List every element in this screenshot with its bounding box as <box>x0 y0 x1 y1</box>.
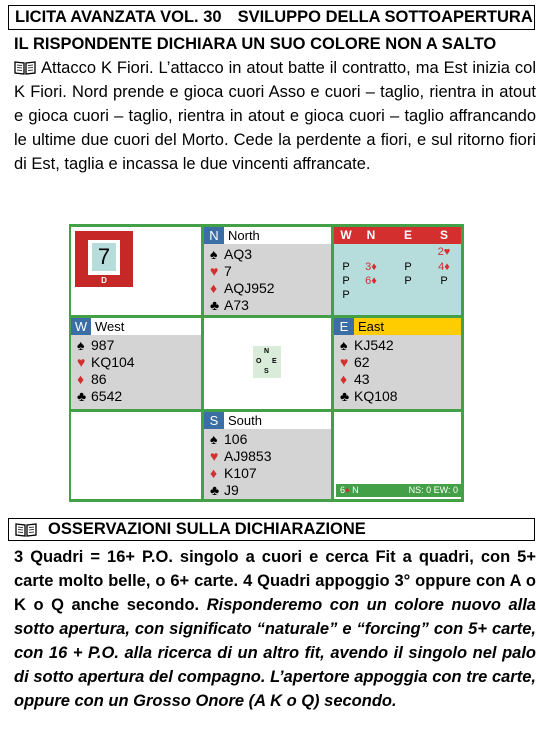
bid-cell: 2♥ <box>437 246 451 258</box>
board-number: 7 <box>92 243 116 271</box>
west-seat-badge: W <box>71 318 91 335</box>
score-label: NS: 0 EW: 0 <box>408 485 458 495</box>
bid-col-s: S <box>439 228 448 242</box>
north-spades: AQ3 <box>224 246 253 262</box>
east-header <box>334 318 461 335</box>
north-seat-badge: N <box>204 227 224 244</box>
east-diamonds: 43 <box>354 371 370 387</box>
bid-cell: 4♦ <box>438 261 450 273</box>
topic-title: SVILUPPO DELLA SOTTOAPERTURA <box>237 8 533 26</box>
north-header <box>204 227 331 244</box>
bid-col-n: N <box>366 228 376 242</box>
observations-header <box>8 518 535 541</box>
subtitle: IL RISPONDENTE DICHIARA UN SUO COLORE NON A SALTO <box>14 35 497 53</box>
empty-cell <box>71 412 201 499</box>
heart-icon: ♥ <box>210 263 219 279</box>
south-diamonds: K107 <box>224 465 257 481</box>
east-name: East <box>358 319 385 334</box>
club-icon: ♣ <box>340 388 350 404</box>
south-name: South <box>228 413 262 428</box>
west-hearts: KQ104 <box>91 354 135 370</box>
north-clubs: A73 <box>224 297 249 313</box>
bid-cell: P <box>440 275 448 287</box>
open-book-icon <box>15 522 37 537</box>
heart-icon: ♥ <box>340 354 349 370</box>
east-hearts: 62 <box>354 354 370 370</box>
north-name: North <box>228 228 260 243</box>
spade-icon: ♠ <box>77 337 85 353</box>
north-hand <box>204 227 331 315</box>
bridge-board <box>69 224 464 502</box>
east-spades: KJ542 <box>354 337 394 353</box>
heart-icon: ♥ <box>77 354 86 370</box>
east-clubs: KQ108 <box>354 388 398 404</box>
diamond-icon: ♦ <box>210 280 218 296</box>
compass-n: N <box>264 348 270 355</box>
dealer-label: D <box>75 275 133 287</box>
observations-normal: 3 Quadri = 16+ P.O. singolo a cuori e cerca Fit a quadri, con 5+ carte molto belle, o 6+ carte. 4 Quadri appoggio 3° oppure con A o K o Q anche secondo. <box>14 548 536 614</box>
south-seat-badge: S <box>204 412 224 429</box>
east-hand <box>334 318 461 409</box>
result-bar <box>336 484 461 497</box>
club-icon: ♣ <box>77 388 87 404</box>
west-spades: 987 <box>91 337 115 353</box>
observations-text <box>14 545 536 713</box>
contract-label: 6♦ N <box>340 485 359 495</box>
bid-col-w: W <box>340 228 352 242</box>
intro-text: Attacco K Fiori. L’attacco in atout batte il contratto, ma Est inizia col K Fiori. Nord prende e gioca cuori Asso e cuori – taglio, rientra in atout e gioca cuori – taglio, rientra in atout e gioca cuori – taglio affrancando le ultime due cuori del Morto. Cede la perdente a fiori, e sul ritorno fiori di Est, taglia e incassa le due vincenti affrancate. <box>14 59 536 173</box>
vulnerability-box <box>75 231 133 287</box>
west-hand <box>71 318 201 409</box>
header-bar <box>8 5 535 30</box>
spade-icon: ♠ <box>210 246 218 262</box>
west-name: West <box>95 319 125 334</box>
club-icon: ♣ <box>210 482 220 498</box>
observations-title: OSSERVAZIONI SULLA DICHIARAZIONE <box>48 520 366 538</box>
compass-s: S <box>264 368 269 375</box>
west-header <box>71 318 201 335</box>
open-book-icon <box>14 60 36 75</box>
bid-cell: 3♦ <box>365 261 377 273</box>
spade-icon: ♠ <box>340 337 348 353</box>
compass-icon <box>253 346 281 378</box>
spade-icon: ♠ <box>210 431 218 447</box>
bidding-header <box>334 227 461 244</box>
south-hand <box>204 412 331 499</box>
series-title: LICITA AVANZATA VOL. 30 <box>15 8 222 26</box>
south-header <box>204 412 331 429</box>
diamond-icon: ♦ <box>77 371 85 387</box>
compass-e: E <box>272 358 277 365</box>
bidding-box <box>334 227 461 315</box>
east-seat-badge: E <box>334 318 354 335</box>
club-icon: ♣ <box>210 297 220 313</box>
bid-cell: P <box>342 275 350 287</box>
bid-col-e: E <box>403 228 412 242</box>
south-hearts: AJ9853 <box>224 448 272 464</box>
north-hearts: 7 <box>224 263 232 279</box>
bid-cell: P <box>404 275 412 287</box>
north-diamonds: AQJ952 <box>224 280 275 296</box>
heart-icon: ♥ <box>210 448 219 464</box>
bid-cell: P <box>342 261 350 273</box>
diamond-icon: ♦ <box>340 371 348 387</box>
bid-cell: 6♦ <box>365 275 377 287</box>
diamond-icon: ♦ <box>210 465 218 481</box>
bid-cell: P <box>342 289 350 301</box>
intro-paragraph <box>14 56 536 176</box>
table-center <box>204 318 331 409</box>
south-spades: 106 <box>224 431 248 447</box>
observations-italic: Risponderemo con un colore nuovo alla sotto apertura, con significato “naturale” e “forcing” con 5+ carte, con 16 + P.O. alla ricerca di un altro fit, avendo il singolo nel palo di sotto apertura del compagno. L’apertore appoggia con tre carte, oppure con un Grosso Onore (A K o Q) secondo. <box>14 596 536 710</box>
west-diamonds: 86 <box>91 371 107 387</box>
bid-cell: P <box>404 261 412 273</box>
south-clubs: J9 <box>224 482 239 498</box>
board-info-cell <box>71 227 201 315</box>
west-clubs: 6542 <box>91 388 123 404</box>
compass-o: O <box>256 358 262 365</box>
